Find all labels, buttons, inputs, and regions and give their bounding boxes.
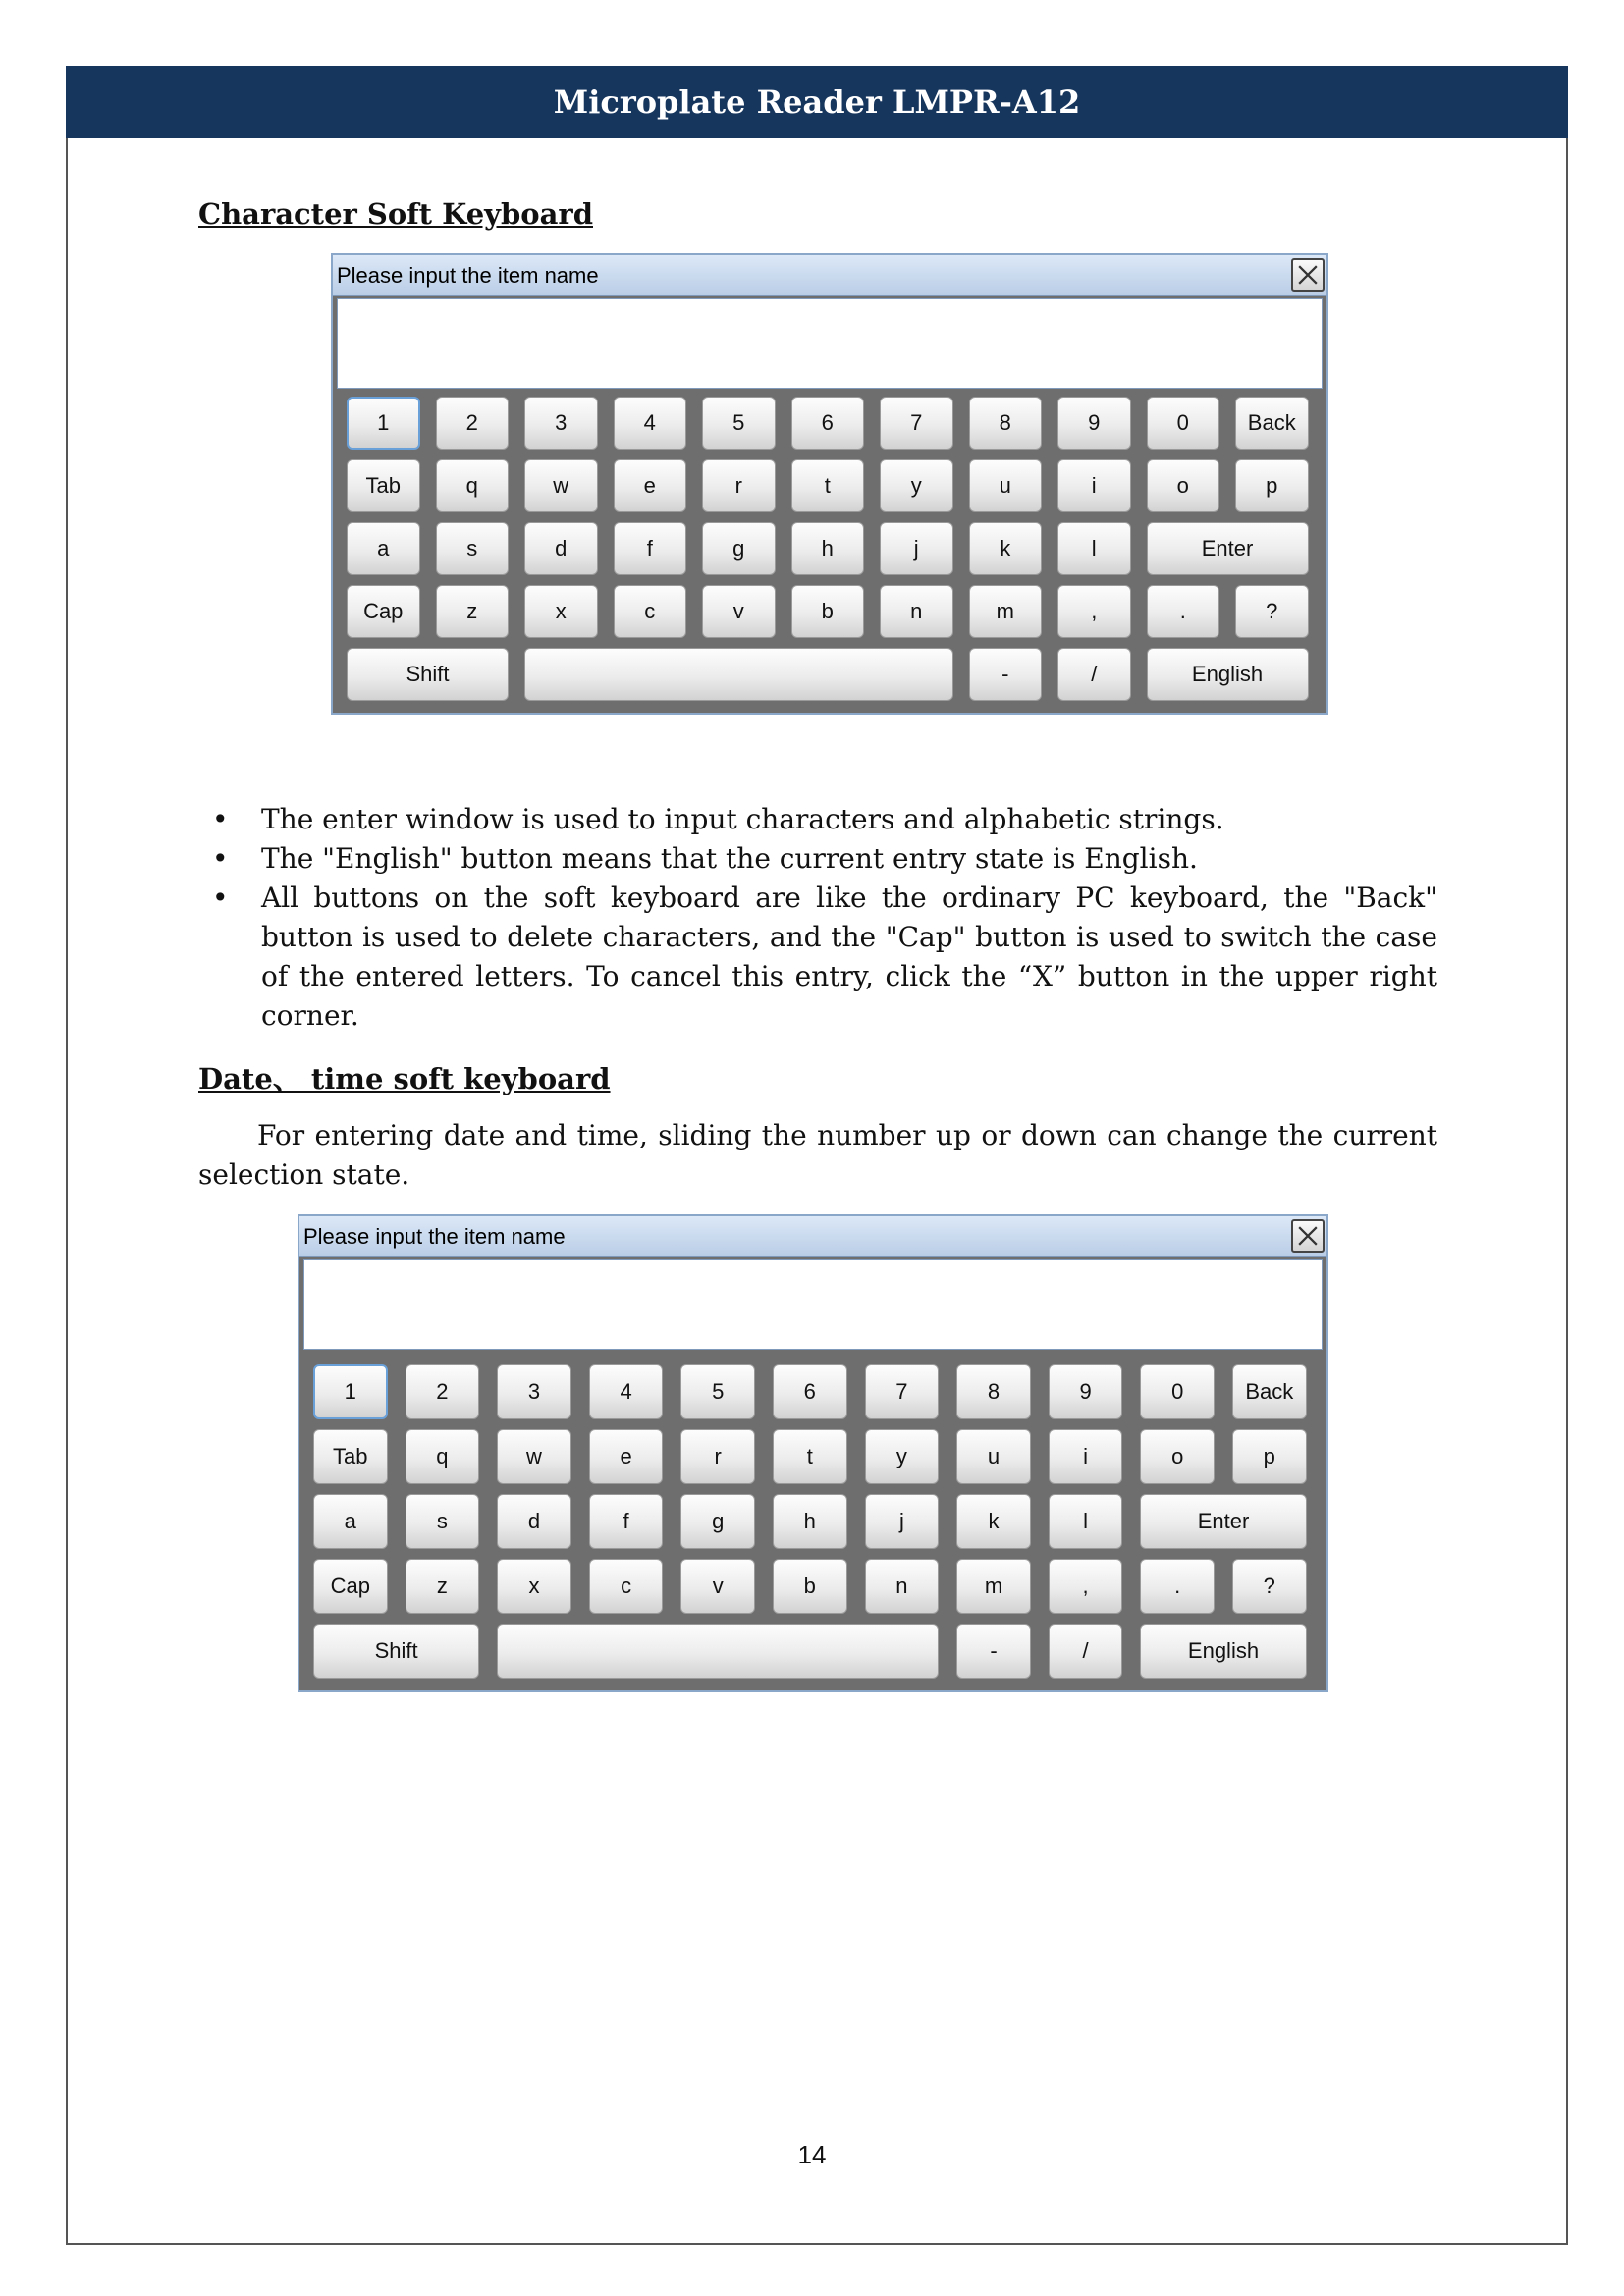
key-f[interactable]: f: [589, 1494, 664, 1549]
key-h[interactable]: h: [791, 522, 865, 575]
key-c[interactable]: c: [589, 1559, 664, 1614]
close-button[interactable]: [1291, 1219, 1325, 1253]
key-2[interactable]: 2: [436, 397, 510, 450]
key-comma[interactable]: ,: [1049, 1559, 1123, 1614]
key-0[interactable]: 0: [1147, 397, 1220, 450]
key-k[interactable]: k: [956, 1494, 1031, 1549]
key-2[interactable]: 2: [406, 1364, 480, 1419]
key-u[interactable]: u: [956, 1429, 1031, 1484]
key-r[interactable]: r: [680, 1429, 755, 1484]
close-icon: [1293, 1221, 1323, 1251]
keyboard-input-field[interactable]: [337, 298, 1323, 389]
key-x[interactable]: x: [524, 585, 598, 638]
key-8[interactable]: 8: [969, 397, 1043, 450]
keyboard-titlebar: [333, 255, 1326, 296]
keyboard-title: Please input the item name: [337, 262, 599, 288]
key-slash[interactable]: /: [1049, 1624, 1123, 1679]
key-w[interactable]: w: [524, 459, 598, 512]
key-m[interactable]: m: [956, 1559, 1031, 1614]
key-d[interactable]: d: [524, 522, 598, 575]
key-l[interactable]: l: [1057, 522, 1131, 575]
character-keyboard-window: [331, 253, 1328, 715]
key-y[interactable]: y: [865, 1429, 940, 1484]
key-t[interactable]: t: [791, 459, 865, 512]
bullet-item: [198, 800, 1437, 839]
key-d[interactable]: d: [497, 1494, 571, 1549]
key-o[interactable]: o: [1147, 459, 1220, 512]
key-y[interactable]: y: [880, 459, 953, 512]
close-button[interactable]: [1291, 258, 1325, 292]
key-i[interactable]: i: [1049, 1429, 1123, 1484]
key-enter[interactable]: Enter: [1147, 522, 1309, 575]
key-x[interactable]: x: [497, 1559, 571, 1614]
section-title-date-time-keyboard: Date、 time soft keyboard: [198, 1062, 611, 1095]
key-4[interactable]: 4: [589, 1364, 664, 1419]
key-u[interactable]: u: [969, 459, 1043, 512]
key-comma[interactable]: ,: [1057, 585, 1131, 638]
document-header: [66, 66, 1568, 138]
key-english[interactable]: English: [1147, 648, 1309, 701]
bullet-item: [198, 839, 1437, 879]
key-shift[interactable]: Shift: [313, 1624, 479, 1679]
key-english[interactable]: English: [1140, 1624, 1306, 1679]
key-e[interactable]: e: [589, 1429, 664, 1484]
key-g[interactable]: g: [702, 522, 776, 575]
key-h[interactable]: h: [773, 1494, 847, 1549]
key-9[interactable]: 9: [1057, 397, 1131, 450]
key-question[interactable]: ?: [1235, 585, 1309, 638]
key-period[interactable]: .: [1140, 1559, 1215, 1614]
key-back[interactable]: Back: [1235, 397, 1309, 450]
key-l[interactable]: l: [1049, 1494, 1123, 1549]
key-c[interactable]: c: [614, 585, 687, 638]
date-time-keyboard-window: [298, 1214, 1328, 1692]
key-3[interactable]: 3: [497, 1364, 571, 1419]
key-r[interactable]: r: [702, 459, 776, 512]
keyboard-titlebar: [299, 1216, 1326, 1257]
bullet-list: [198, 800, 1437, 1036]
key-dash[interactable]: -: [956, 1624, 1031, 1679]
key-v[interactable]: v: [680, 1559, 755, 1614]
key-o[interactable]: o: [1140, 1429, 1215, 1484]
key-f[interactable]: f: [614, 522, 687, 575]
bullet-marker: •: [212, 842, 229, 875]
key-6[interactable]: 6: [773, 1364, 847, 1419]
key-k[interactable]: k: [969, 522, 1043, 575]
document-title: Microplate Reader LMPR-A12: [553, 83, 1081, 121]
key-dash[interactable]: -: [969, 648, 1043, 701]
key-enter[interactable]: Enter: [1140, 1494, 1306, 1549]
close-icon: [1293, 260, 1323, 290]
key-n[interactable]: n: [880, 585, 953, 638]
key-period[interactable]: .: [1147, 585, 1220, 638]
key-6[interactable]: 6: [791, 397, 865, 450]
bullet-item: [198, 879, 1437, 1036]
key-5[interactable]: 5: [680, 1364, 755, 1419]
key-b[interactable]: b: [791, 585, 865, 638]
key-s[interactable]: s: [406, 1494, 480, 1549]
key-9[interactable]: 9: [1049, 1364, 1123, 1419]
key-n[interactable]: n: [865, 1559, 940, 1614]
key-5[interactable]: 5: [702, 397, 776, 450]
section-title-character-keyboard: Character Soft Keyboard: [198, 197, 593, 231]
key-1[interactable]: 1: [313, 1364, 388, 1419]
key-slash[interactable]: /: [1057, 648, 1131, 701]
key-4[interactable]: 4: [614, 397, 687, 450]
key-back[interactable]: Back: [1232, 1364, 1307, 1419]
key-i[interactable]: i: [1057, 459, 1131, 512]
keyboard-input-field[interactable]: [303, 1259, 1323, 1350]
key-j[interactable]: j: [880, 522, 953, 575]
key-g[interactable]: g: [680, 1494, 755, 1549]
key-w[interactable]: w: [497, 1429, 571, 1484]
key-v[interactable]: v: [702, 585, 776, 638]
key-3[interactable]: 3: [524, 397, 598, 450]
key-shift[interactable]: Shift: [347, 648, 509, 701]
date-time-description: For entering date and time, sliding the number up or down can change the current selection state.: [198, 1119, 1437, 1191]
keyboard-title: Please input the item name: [303, 1223, 566, 1249]
key-s[interactable]: s: [436, 522, 510, 575]
key-m[interactable]: m: [969, 585, 1043, 638]
key-space[interactable]: [524, 648, 953, 701]
key-question[interactable]: ?: [1232, 1559, 1307, 1614]
key-z[interactable]: z: [436, 585, 510, 638]
key-a[interactable]: a: [313, 1494, 388, 1549]
key-q[interactable]: q: [406, 1429, 480, 1484]
key-space[interactable]: [497, 1624, 939, 1679]
key-j[interactable]: j: [865, 1494, 940, 1549]
key-p[interactable]: p: [1232, 1429, 1307, 1484]
bullet-text: The "English" button means that the current entry state is English.: [261, 842, 1198, 875]
key-1[interactable]: 1: [347, 397, 420, 450]
key-p[interactable]: p: [1235, 459, 1309, 512]
key-tab[interactable]: Tab: [313, 1429, 388, 1484]
key-b[interactable]: b: [773, 1559, 847, 1614]
key-7[interactable]: 7: [880, 397, 953, 450]
key-cap[interactable]: Cap: [313, 1559, 388, 1614]
bullet-marker: •: [212, 881, 229, 914]
bullet-marker: •: [212, 803, 229, 835]
key-8[interactable]: 8: [956, 1364, 1031, 1419]
bullet-text: All buttons on the soft keyboard are like the ordinary PC keyboard, the "Back" button is used to delete characters, and the "Cap" button is used to switch the case of the entered letters. To cancel this entry, click the “X” button in the upper right corner.: [261, 881, 1437, 1032]
key-e[interactable]: e: [614, 459, 687, 512]
page-number: 14: [797, 2140, 827, 2169]
key-z[interactable]: z: [406, 1559, 480, 1614]
key-tab[interactable]: Tab: [347, 459, 420, 512]
bullet-text: The enter window is used to input characters and alphabetic strings.: [261, 803, 1224, 835]
key-7[interactable]: 7: [865, 1364, 940, 1419]
key-a[interactable]: a: [347, 522, 420, 575]
key-q[interactable]: q: [436, 459, 510, 512]
key-0[interactable]: 0: [1140, 1364, 1215, 1419]
key-t[interactable]: t: [773, 1429, 847, 1484]
key-cap[interactable]: Cap: [347, 585, 420, 638]
